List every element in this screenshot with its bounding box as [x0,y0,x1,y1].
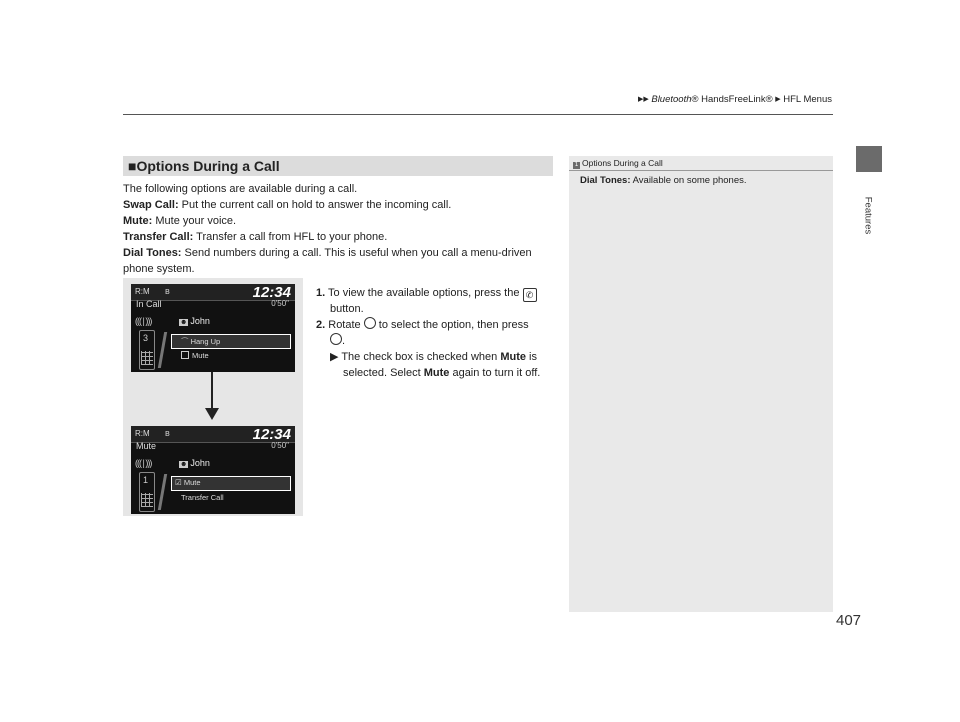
section-title: ■Options During a Call [128,158,280,174]
option-dial-tones-cont: phone system. [123,263,195,275]
bluetooth-icon: ʙ [165,428,170,438]
hang-up-icon: ⌒ [181,337,189,346]
screen-mute [131,426,295,514]
screen-in-call [131,284,295,372]
result-arrow-icon: ▶ [330,351,339,363]
option-transfer-call: Transfer Call: Transfer a call from HFL to your phone. [123,231,388,243]
caller-name: ☻ John [180,316,210,326]
option-dial-tones: Dial Tones: Send numbers during a call. This is useful when you call a menu-driven [123,247,532,259]
keypad-icon: 3 [139,330,155,370]
note-text: Dial Tones: Available on some phones. [580,175,747,186]
checked-box-icon: ☑ [175,478,182,487]
step-2-note: ▶ The check box is checked when Mute is [330,351,537,363]
checkbox-icon [181,351,189,359]
step-2-note-cont: selected. Select Mute again to turn it off. [343,367,541,379]
option-transfer[interactable]: Transfer Call [181,493,224,502]
breadcrumb-part1[interactable]: Bluetooth [651,94,692,105]
divider [158,474,167,510]
step-1: 1. To view the available options, press the ✆ [316,285,537,302]
option-mute-item[interactable]: Mute [181,351,209,360]
intro-text: The following options are available during a call. [123,183,358,195]
breadcrumb-part2[interactable]: HFL Menus [783,94,832,105]
breadcrumb-part1-suffix[interactable]: ® HandsFreeLink® [691,94,773,105]
contact-icon: ☻ [180,461,188,468]
clock: 12:34 [252,426,291,443]
option-swap-call: Swap Call: Put the current call on hold to answer the incoming call. [123,199,452,211]
breadcrumb [520,94,832,105]
bluetooth-icon: ʙ [165,286,170,296]
contact-icon: ☻ [180,319,188,326]
note-box [569,156,833,612]
signal-icon: R:M [135,429,150,438]
step-2-cont: . [330,333,345,349]
square-bullet-icon: ■ [128,158,137,174]
option-mute-checked[interactable]: ☑ Mute [175,478,201,487]
clock: 12:34 [252,284,291,301]
breadcrumb-arrow-icon: ▶ [775,96,781,103]
breadcrumb-arrow-icon: ▶▶ [637,96,649,103]
option-hang-up[interactable]: ⌒ Hang Up [181,337,221,346]
header-rule [123,114,833,115]
note-title: 1 Options During a Call [574,158,663,168]
note-rule [569,170,833,171]
page-number: 407 [836,612,862,629]
step-1-cont: button. [330,303,364,315]
wave-icon: ((( | ))) [135,458,152,468]
selector-knob-icon [364,317,376,329]
chapter-label: Features [862,196,874,235]
caller-name: ☻ John [180,458,210,468]
option-mute: Mute: Mute your voice. [123,215,237,227]
down-arrow-head [205,408,219,420]
enter-icon [330,333,342,345]
keypad-icon: 1 [139,472,155,512]
call-status: Mute [136,441,157,451]
call-status: In Call [136,299,162,309]
divider [158,332,167,368]
call-duration: 0'50" [271,299,289,308]
phone-icon: ✆ [523,288,537,302]
down-arrow-icon [211,372,213,412]
signal-icon: R:M [135,287,150,296]
call-duration: 0'50" [271,441,289,450]
wave-icon: ((( | ))) [135,316,152,326]
note-marker-icon: 1 [574,162,579,168]
step-2: 2. Rotate to select the option, then press [316,319,529,331]
